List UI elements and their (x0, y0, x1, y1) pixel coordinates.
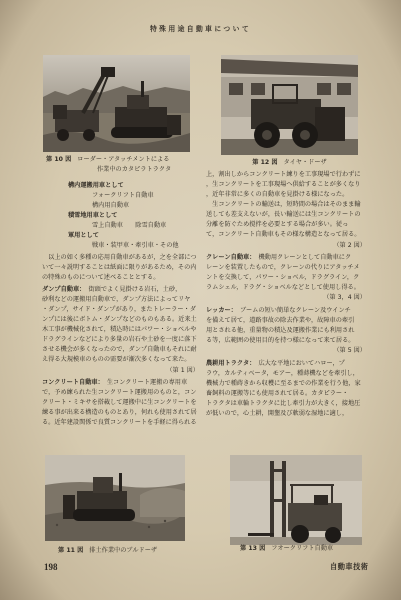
classification-item: 構内用自動車 (92, 202, 130, 209)
figure-10-label: 第 10 図 (46, 156, 72, 163)
text-line: で，予め練られた生コンクリート運搬用のものと，コン (42, 389, 197, 396)
farm-tractor-first-text: 広大な平地においてハロー，プ (252, 360, 345, 367)
dump-truck-term: ダンプ自動車： (42, 286, 83, 293)
text-line: 生コンクリートの輸送は，短時間の場合はそのまま輸 (206, 201, 361, 208)
text-line: る等，広範囲の使用目的を持つ様になって来て居る。 (206, 337, 355, 344)
concrete-truck-continued (206, 170, 366, 200)
text-line: 送しても差支えないが，長い輸送には生コンクリートの (206, 211, 361, 218)
crane-truck-term: クレーン自動車： (206, 254, 253, 261)
page-number: 198 (44, 562, 58, 572)
text-line: え得る大規模車のものの需要が漸次多くなって来た。 (42, 356, 191, 363)
text-line: クリート・ミキサを搭載して運搬中に生コンクリートを (42, 399, 197, 406)
classification-item: フォークリフト自動車 (92, 192, 154, 199)
farm-tractor-section (206, 359, 366, 419)
crane-truck-section (206, 253, 366, 293)
running-title: 特殊用途自動車について (149, 25, 252, 33)
concrete-truck-first-line (42, 378, 199, 388)
text-line: ，近年非常に多くの自動車を見掛ける様になった。 (206, 191, 349, 198)
figure-reference: （第 1 図） (166, 367, 199, 374)
concrete-truck-first-text: 生コンクリート運搬の専用車 (100, 379, 188, 386)
text-line: を備えて居て，道路事故の除去作業や，故障車の牽引 (206, 317, 355, 324)
text-line: が低いので，心土耕，開墾及び軟弱な湿地に適し， (206, 410, 349, 417)
figure-10-photo (43, 55, 190, 152)
text-line: て，コンクリート自動車もその様な構造となって居る。 (206, 231, 361, 238)
wrecker-first-text: ブームの短い簡単なクレーン及ウインチ (233, 307, 351, 314)
wrecker-section (206, 306, 366, 346)
text-line: ドラグラインなどにより多量の岩石や土砂を一度に落下 (42, 336, 197, 343)
figure-12-caption-text: タイヤ・ドーザ (283, 159, 327, 166)
text-line: 上，割出しからコンクリート練りを工事現場で行わずに (206, 171, 361, 178)
figure-10-caption-line: 作業中のカタピラトラクタ (97, 166, 172, 173)
figure-13-caption (240, 544, 370, 554)
concrete-truck-section (42, 378, 199, 428)
text-line: 分離を防ぐため撹拌を必要とする場合が多い。従っ (206, 221, 349, 228)
text-line: させる機会が多くなったので，ダンプ自動車もそれに耐 (42, 346, 197, 353)
crane-truck-first-text: 機動用クレーンとして自動車にク (252, 254, 352, 261)
text-line: 砂利などの運搬用自動車で，ダンプ方法によってリヤ (42, 296, 191, 303)
text-line: ントを交換して，パワー・ショベル，ドラグライン，ク (206, 274, 360, 281)
text-line: 機械力で種蒔きから収穫に至るまでの作業を行う他，家 (206, 380, 361, 387)
dump-truck-body (42, 295, 199, 365)
text-line: 木工事が機械化されて，積込時にはパワー・ショベルや (42, 326, 197, 333)
text-line: いて一々説明することは紙面に限りがあるため，その内 (42, 264, 197, 271)
vehicle-classification-list (42, 181, 199, 251)
text-line: ラウ，カルティベータ，モアー，種蒔機などを牽引し， (206, 370, 359, 377)
dump-truck-section (42, 285, 199, 365)
text-line: ラムシェル，ドラグ・ショベルなどとして使用し得る。 (206, 284, 360, 291)
classification-heading: 構内運搬用車として (68, 182, 124, 189)
figure-10-caption-line: ローダー・アタッチメントによる (77, 156, 170, 163)
farm-tractor-first-line (206, 359, 366, 369)
dump-truck-first-text: 街頭でよく見掛ける岩石，土砂， (82, 286, 182, 293)
figure-reference: （第 3，4 図） (323, 294, 366, 301)
dump-truck-first-line (42, 285, 199, 295)
concrete-truck-term: コンクリート自動車： (42, 379, 101, 386)
text-line: ・ダンプ，サイド・ダンプがあり，またトレーラー・ダ (42, 306, 196, 313)
transport-paragraph (206, 200, 366, 240)
farm-tractor-body (206, 369, 366, 419)
wrecker-body (206, 316, 366, 346)
text-line: る。近年建設関係で良質コンクリートを手軽に得られる (42, 419, 197, 426)
figure-12-caption (221, 158, 358, 168)
figure-reference: （第 2 図） (333, 242, 366, 249)
wrecker-first-line (206, 306, 366, 316)
farm-tractor-term: 農耕用トラクタ： (206, 360, 253, 367)
text-line: 以上の如く多種の応用自動車があるが，之を全部につ (42, 254, 197, 261)
publication-name: 自動車技術 (330, 562, 369, 571)
figure-12-label: 第 12 図 (252, 159, 278, 166)
figure-11-photo (45, 455, 185, 541)
text-line: ，生コンクリートを工事現場へ供給することが多くなり (206, 181, 361, 188)
text-line: の特殊のものについて述べることとする。 (42, 274, 160, 281)
figure-13-label: 第 13 図 (240, 545, 266, 552)
figure-11-caption-text: 排土作業中のブルドーザ (89, 547, 158, 554)
classification-item: 雪上自動車 除雪自動車 (92, 222, 167, 229)
text-line: レーンを装置したもので，クレーンの代りにアタッチメ (206, 264, 360, 271)
figure-11-label: 第 11 図 (58, 547, 84, 554)
wrecker-term: レッカー： (206, 307, 234, 314)
crane-truck-body (206, 263, 366, 293)
text-line: 用とされる他，重量物の積込及運搬作業にも利用され (206, 327, 355, 334)
figure-13-caption-text: フオークリフト自動車 (271, 545, 334, 552)
concrete-truck-body (42, 388, 199, 428)
classification-heading: 積雪地用車として (68, 212, 118, 219)
figure-11-caption (58, 546, 198, 556)
crane-truck-first-line (206, 253, 366, 263)
text-line: 畜飼料の運搬等にも使用されて居る。カタピラー・ (206, 390, 349, 397)
text-line: ンプには後にボトム・ダンプなどのものもある。近来土 (42, 316, 197, 323)
text-line: トラクタは車輪トラクタに比し牽引力が大きく，接地圧 (206, 400, 361, 407)
classification-item: 戦車・装甲車・牽引車・その他 (92, 242, 179, 249)
figure-12-photo (221, 55, 358, 155)
intro-paragraph (42, 253, 199, 283)
classification-heading: 軍用として (68, 232, 99, 239)
figure-reference: （第 5 図） (333, 347, 366, 354)
text-line: 練る事が出来る構造のものとあり，何れも使用されて居 (42, 409, 197, 416)
figure-10-caption (46, 155, 198, 175)
figure-13-photo (230, 455, 362, 545)
